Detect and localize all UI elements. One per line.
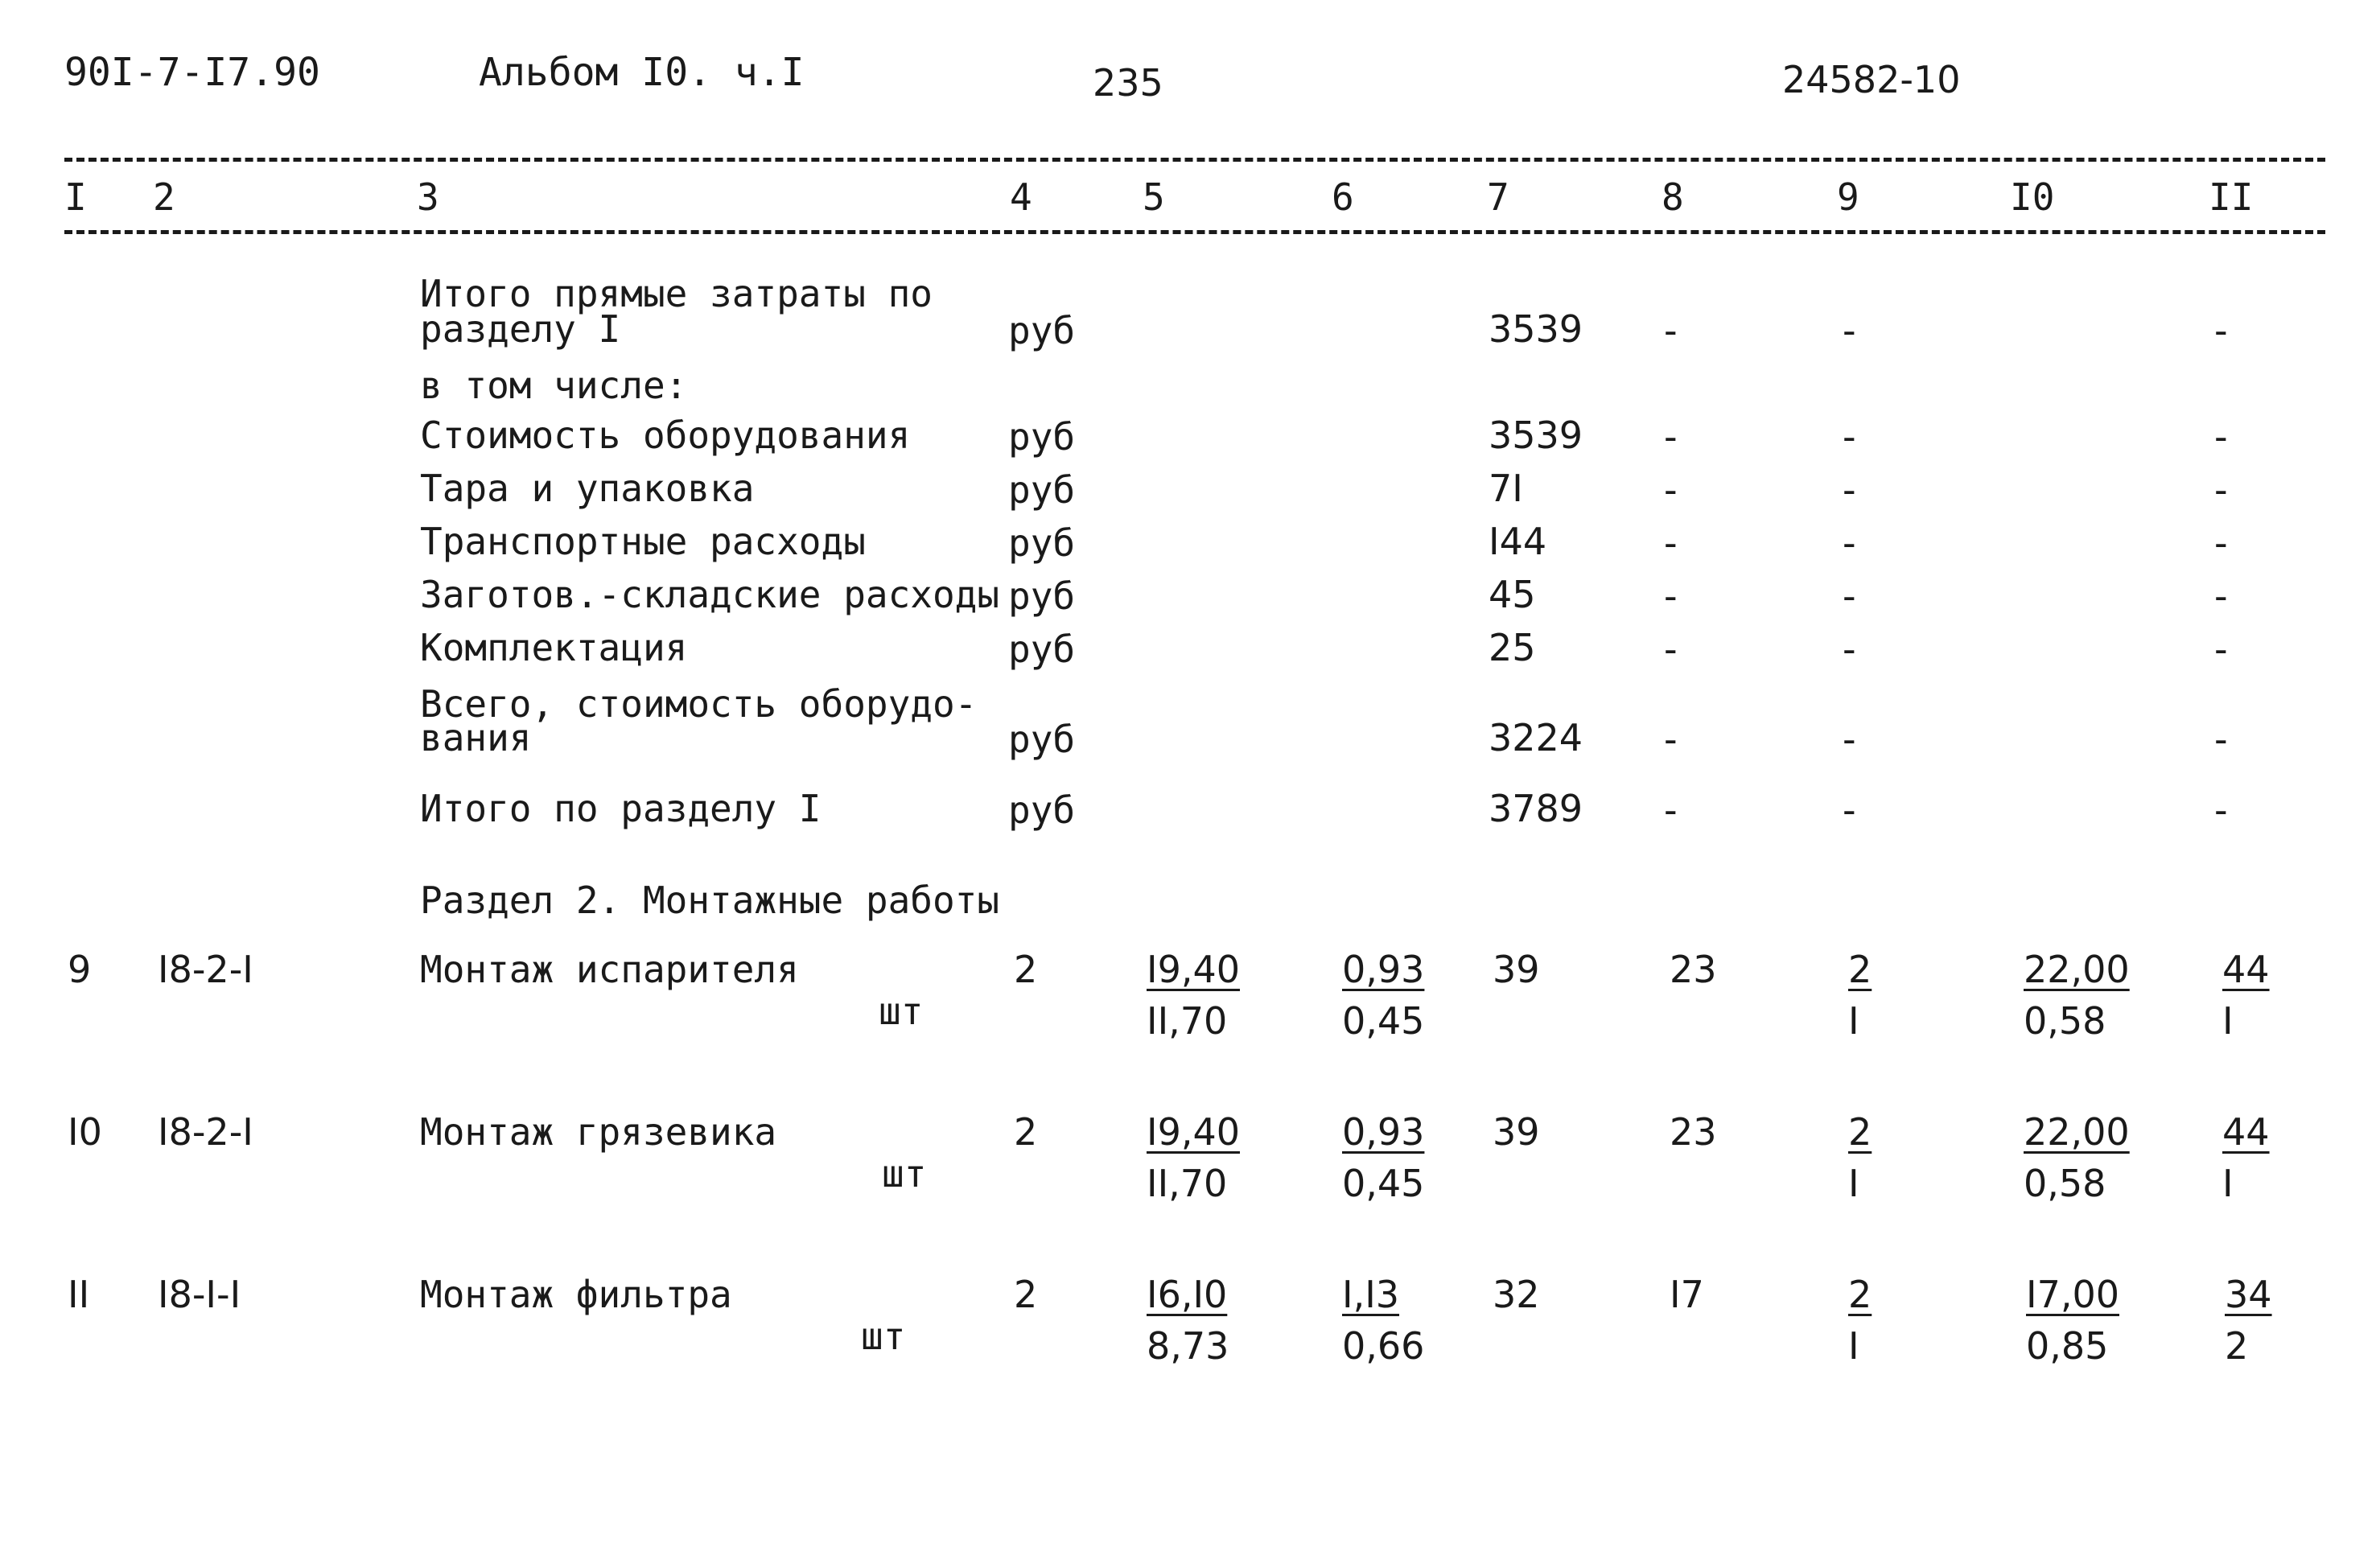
dash: - <box>2214 628 2228 671</box>
page-number: 235 <box>1093 61 1163 105</box>
item-qty: 2 <box>1014 1110 1038 1154</box>
dash: - <box>1664 718 1678 761</box>
col9-top: 2 <box>1848 1273 1872 1316</box>
direct-costs-label: Итого прямые затраты по <box>420 272 933 315</box>
dash: - <box>1664 628 1678 671</box>
summary-row-value: 3539 <box>1489 414 1583 457</box>
col7-value: 39 <box>1493 948 1540 991</box>
summary-row-label: Тара и упаковка <box>420 467 755 510</box>
col9-bottom: I <box>1848 1162 1859 1205</box>
col5-bottom: II,70 <box>1147 1162 1228 1205</box>
col-header-1: I <box>64 175 87 219</box>
section-total-unit: руб <box>1008 788 1076 832</box>
col-header-6: 6 <box>1332 175 1354 219</box>
item-unit: шт <box>879 990 924 1033</box>
item-qty: 2 <box>1014 948 1038 991</box>
col6-bottom: 0,66 <box>1342 1324 1425 1368</box>
item-code: I8-2-I <box>158 948 253 991</box>
dash: - <box>1664 415 1678 459</box>
dash: - <box>1664 309 1678 352</box>
col6-bottom: 0,45 <box>1342 1162 1425 1205</box>
col11-top: 34 <box>2225 1273 2272 1316</box>
dash: - <box>2214 718 2228 761</box>
item-name: Монтаж фильтра <box>420 1273 732 1316</box>
col7-value: 32 <box>1493 1273 1540 1316</box>
item-unit: шт <box>861 1315 906 1358</box>
item-qty: 2 <box>1014 1273 1038 1316</box>
summary-row-label: Заготов.-складские расходы <box>420 573 1000 616</box>
dash: - <box>2214 468 2228 512</box>
item-name: Монтаж грязевика <box>420 1110 777 1154</box>
summary-row-label: Комплектация <box>420 626 688 669</box>
including-label: в том числе: <box>420 364 688 407</box>
section-2-title: Раздел 2. Монтажные работы <box>420 879 1000 922</box>
col6-bottom: 0,45 <box>1342 999 1425 1043</box>
col11-bottom: 2 <box>2225 1324 2249 1368</box>
col5-bottom: 8,73 <box>1147 1324 1229 1368</box>
archive-number: 24582-10 <box>1782 58 1961 101</box>
section-total-label: Итого по разделу I <box>420 787 822 830</box>
col-header-9: 9 <box>1837 175 1859 219</box>
col10-top: I7,00 <box>2026 1273 2119 1316</box>
summary-row-value: 45 <box>1489 573 1536 616</box>
col-header-5: 5 <box>1143 175 1165 219</box>
col-header-8: 8 <box>1662 175 1684 219</box>
dash: - <box>1843 628 1856 671</box>
summary-row-unit: руб <box>1008 521 1076 565</box>
col11-top: 44 <box>2222 1110 2270 1154</box>
dash: - <box>1843 521 1856 565</box>
dash: - <box>2214 574 2228 618</box>
col6-top: 0,93 <box>1342 1110 1425 1154</box>
col8-value: I7 <box>1670 1273 1704 1316</box>
item-number: II <box>68 1273 90 1316</box>
dash: - <box>1843 574 1856 618</box>
total-equipment-value: 3224 <box>1489 716 1583 759</box>
summary-row-unit: руб <box>1008 415 1076 459</box>
col10-bottom: 0,58 <box>2024 1162 2106 1205</box>
direct-costs-value: 3539 <box>1489 307 1583 351</box>
col-header-2: 2 <box>153 175 175 219</box>
col10-bottom: 0,85 <box>2026 1324 2109 1368</box>
col6-top: I,I3 <box>1342 1273 1400 1316</box>
col-header-4: 4 <box>1010 175 1032 219</box>
item-number: I0 <box>68 1110 102 1154</box>
col8-value: 23 <box>1670 1110 1717 1154</box>
col5-top: I9,40 <box>1147 948 1240 991</box>
item-code: I8-2-I <box>158 1110 253 1154</box>
col11-bottom: I <box>2222 999 2234 1043</box>
summary-row-unit: руб <box>1008 628 1076 671</box>
header-top-rule <box>64 158 2325 162</box>
dash: - <box>1843 309 1856 352</box>
dash: - <box>1843 415 1856 459</box>
total-equipment-unit: руб <box>1008 718 1076 761</box>
dash: - <box>2214 415 2228 459</box>
direct-costs-unit: руб <box>1008 309 1076 352</box>
dash: - <box>1664 521 1678 565</box>
doc-code: 90I-7-I7.90 <box>64 50 320 95</box>
summary-row-unit: руб <box>1008 574 1076 618</box>
col5-bottom: II,70 <box>1147 999 1228 1043</box>
col10-top: 22,00 <box>2024 1110 2130 1154</box>
dash: - <box>1843 718 1856 761</box>
item-name: Монтаж испарителя <box>420 948 799 991</box>
dash: - <box>1843 468 1856 512</box>
item-number: 9 <box>68 948 92 991</box>
col-header-10: I0 <box>2010 175 2055 219</box>
header-bottom-rule <box>64 230 2325 234</box>
col11-top: 44 <box>2222 948 2270 991</box>
col-header-3: 3 <box>417 175 439 219</box>
col-header-7: 7 <box>1487 175 1509 219</box>
summary-row-label: Стоимость оборудования <box>420 414 911 457</box>
col5-top: I6,I0 <box>1147 1273 1228 1316</box>
total-equipment-label-cont: вания <box>420 716 532 759</box>
album-label: Альбом I0. ч.I <box>479 50 805 95</box>
item-unit: шт <box>882 1152 927 1196</box>
col11-bottom: I <box>2222 1162 2234 1205</box>
section-total-value: 3789 <box>1489 787 1583 830</box>
summary-row-value: 7I <box>1489 467 1523 510</box>
col9-bottom: I <box>1848 1324 1859 1368</box>
col9-bottom: I <box>1848 999 1859 1043</box>
col10-top: 22,00 <box>2024 948 2130 991</box>
summary-row-value: 25 <box>1489 626 1536 669</box>
col-header-11: II <box>2209 175 2254 219</box>
item-code: I8-I-I <box>158 1273 241 1316</box>
col9-top: 2 <box>1848 948 1872 991</box>
col9-top: 2 <box>1848 1110 1872 1154</box>
direct-costs-label-cont: разделу I <box>420 307 621 351</box>
summary-row-unit: руб <box>1008 468 1076 512</box>
dash: - <box>1664 574 1678 618</box>
col10-bottom: 0,58 <box>2024 999 2106 1043</box>
total-equipment-label: Всего, стоимость оборудо- <box>420 682 978 726</box>
col5-top: I9,40 <box>1147 1110 1240 1154</box>
dash: - <box>2214 521 2228 565</box>
dash: - <box>1664 468 1678 512</box>
col6-top: 0,93 <box>1342 948 1425 991</box>
dash: - <box>1664 788 1678 832</box>
dash: - <box>2214 788 2228 832</box>
summary-row-label: Транспортные расходы <box>420 520 866 563</box>
col8-value: 23 <box>1670 948 1717 991</box>
dash: - <box>2214 309 2228 352</box>
dash: - <box>1843 788 1856 832</box>
summary-row-value: I44 <box>1489 520 1547 563</box>
col7-value: 39 <box>1493 1110 1540 1154</box>
